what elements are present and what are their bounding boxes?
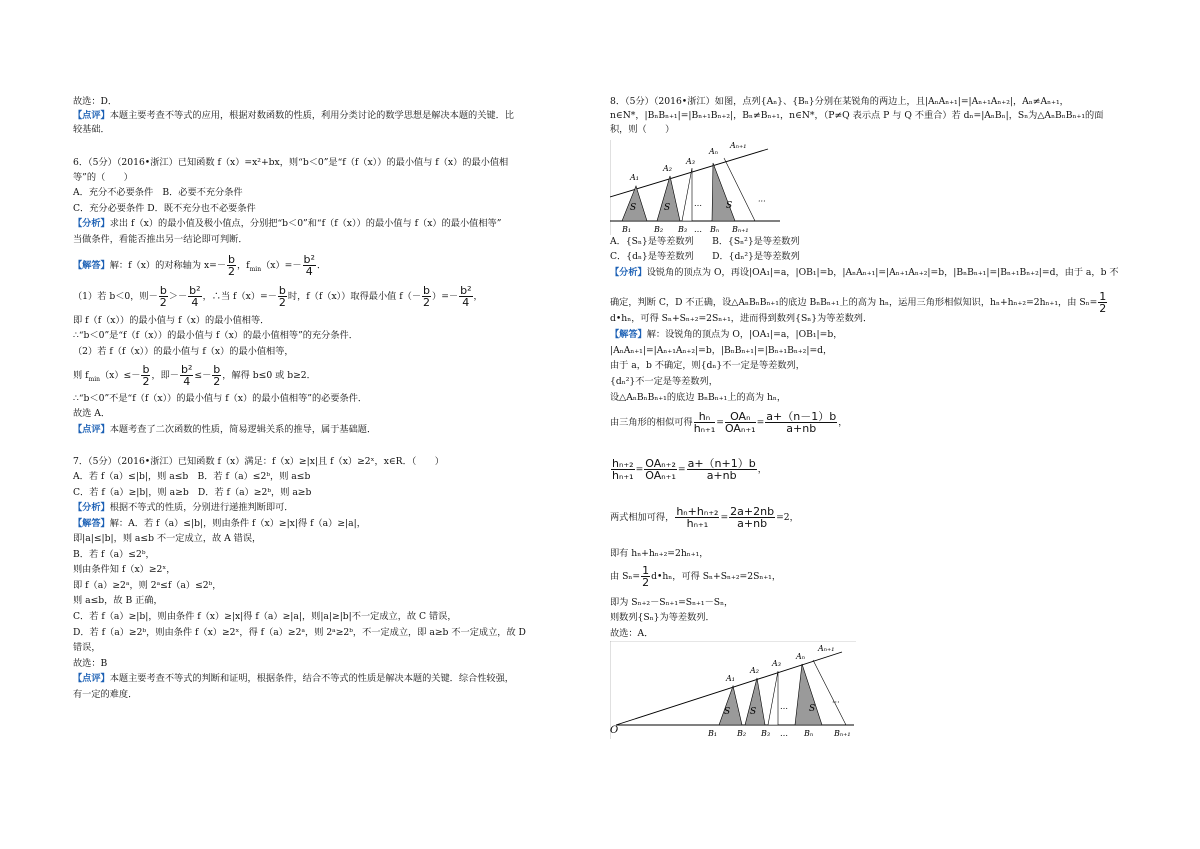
fig2-an1: Aₙ₊₁ bbox=[818, 644, 835, 653]
fig1-s1: S bbox=[630, 203, 637, 213]
fig2-a1: A₁ bbox=[726, 674, 735, 683]
fig1-a3: A₃ bbox=[686, 157, 695, 166]
fig1-sn: S bbox=[726, 201, 733, 211]
q8-choice: 故选：A． bbox=[610, 628, 654, 639]
q8-solution-figure bbox=[610, 641, 858, 739]
q7-solution-4: 则由条件知 f（x）≥2ˣ， bbox=[73, 564, 176, 575]
fig2-bn: Bₙ bbox=[804, 729, 814, 738]
q8-stem-cont: n∈N*，|BₙBₙ₊₁|=|Bₙ₊₁Bₙ₊₂|，Bₙ≠Bₙ₊₁，n∈N*，（P≠Q 表示点 P 与 Q 不重合）若 dₙ=|AₙBₙ|，Sₙ为△AₙBₙBₙ₊₁的面 bbox=[610, 110, 1104, 121]
fig2-s1: S bbox=[724, 707, 731, 717]
q7-solution-3: B．若 f（a）≤2ᵇ， bbox=[73, 549, 155, 560]
q7-solution-2: 即|a|≤|b|，则 a≤b 不一定成立，故 A 错误， bbox=[73, 533, 262, 544]
q8-stem-cont2: 积，则（ ） bbox=[610, 124, 675, 135]
q8-similarity-2: $\frac{\text{hₙ₊₂}}{\text{hₙ₊₁}}$ = OAₙ₊₂ OAₙ₊₁ = $\frac{a+(n+1)b}{a+nb}$ ， bbox=[612, 457, 767, 482]
q7-solution-6: 则 a≤b，故 B 正确， bbox=[73, 595, 163, 606]
q6-stem-cont: 等”的（ ） bbox=[73, 172, 133, 183]
q7-solution-1: 解：A．若 f（a）≤|b|，则由条件 f（x）≥|x|得 f（a）≥|a|， bbox=[109, 518, 366, 529]
q8-solution-1: 解：设锐角的顶点为 O，|OA₁|=a，|OB₁|=b， bbox=[646, 329, 843, 340]
q8-similarity-1: 由三角形的相似可得 $\frac{\text{hₙ}}{\text{hₙ₊₁}}$ = OAₙ OAₙ₊₁ = $\frac{a+(n-1)b}{a+nb}$ ， bbox=[610, 410, 848, 435]
q7-review-cont: 有一定的难度． bbox=[73, 689, 138, 700]
q8-analysis-3: d•hₙ，可得 Sₙ+Sₙ₊₂=2Sₙ₊₁，进而得到数列{Sₙ}为等差数列． bbox=[610, 313, 873, 324]
q6-solution-7: ∴“b＜0”不是“f（f（x））的最小值与 f（x）的最小值相等”的必要条件． bbox=[73, 393, 368, 404]
q8-solution-2: |AₙAₙ₊₁|=|Aₙ₊₁Aₙ₊₂|=b，|BₙBₙ₊₁|=|Bₙ₊₁Bₙ₊₂|=d， bbox=[610, 345, 833, 356]
q8-sum: 两式相加可得， $\frac{\text{hₙ+hₙ₊₂}}{\text{hₙ₊₁}}$ = $\frac{2a+2nb}{a+nb}$ =2， bbox=[610, 505, 799, 530]
fig2-an: Aₙ bbox=[796, 652, 806, 661]
fig2-dots2: ··· bbox=[832, 698, 840, 707]
q7-options-ab: A．若 f（a）≤|b|，则 a≤b B．若 f（a）≤2ᵇ，则 a≤b bbox=[73, 471, 311, 482]
fig2-sn: S bbox=[809, 704, 816, 714]
p5-review-cont: 较基础． bbox=[73, 124, 110, 135]
q8-solution-10: 由 Sₙ= $\frac{1}{2}$ d•hₙ，可得 Sₙ+Sₙ₊₂=2Sₙ₊₁， bbox=[610, 564, 782, 589]
q8-solution-3: 由于 a，b 不确定，则{dₙ}不一定是等差数列， bbox=[610, 360, 805, 371]
q6-stem: 6．（5分）（2016•浙江）已知函数 f（x）=x²+bx，则“b＜0”是“f（f（x））的最小值与 f（x）的最小值相 bbox=[73, 157, 509, 168]
fig2-b2: B₂ bbox=[737, 729, 747, 738]
analysis-tag: 【分析】 bbox=[73, 218, 110, 229]
fig2-a2: A₂ bbox=[750, 666, 759, 675]
q7-solution-7: C．若 f（a）≥|b|，则由条件 f（x）≥|x|得 f（a）≥|a|，则|a|≥|b|不一定成立，故 C 错误， bbox=[73, 611, 457, 622]
q7-solution-8: D．若 f（a）≥2ᵇ，则由条件 f（x）≥2ˣ，得 f（a）≥2ᵃ，则 2ᵃ≥2ᵇ，不一定成立，即 a≥b 不一定成立，故 D bbox=[73, 627, 526, 638]
q6-options-ab: A．充分不必要条件 B．必要不充分条件 bbox=[73, 187, 243, 198]
fig2-a3: A₃ bbox=[772, 659, 781, 668]
q7-analysis: 根据不等式的性质，分别进行递推判断即可． bbox=[109, 502, 294, 513]
fig2-o: O bbox=[610, 725, 619, 736]
fig1-dots2: ··· bbox=[758, 197, 766, 206]
fig1-an: Aₙ bbox=[709, 147, 719, 156]
q8-analysis: 设锐角的顶点为 O，再设|OA₁|=a，|OB₁|=b，|AₙAₙ₊₁|=|Aₙ₊₁Aₙ₊₂|=b，|BₙBₙ₊₁|=|Bₙ₊₁Bₙ₊₂|=d，由于 a，b 不 bbox=[646, 267, 1119, 278]
q6-choice: 故选 A． bbox=[73, 408, 111, 419]
fig2-dots: … bbox=[780, 702, 788, 711]
q8-analysis-2: 确定，判断 C，D 不正确，设△AₙBₙBₙ₊₁的底边 BₙBₙ₊₁上的高为 hₙ，运用三角形相似知识，hₙ+hₙ₊₂=2hₙ₊₁，由 Sₙ= $\frac{1}{2}$ bbox=[610, 290, 1107, 315]
q7-choice: 故选：B bbox=[73, 658, 108, 669]
fig1-dots3: … bbox=[694, 225, 702, 234]
fig2-b3: B₃ bbox=[761, 729, 771, 738]
q6-solution-5: （2）若 f（f（x））的最小值与 f（x）的最小值相等， bbox=[73, 346, 294, 357]
q8-options-ab: A．{Sₙ}是等差数列 B．{Sₙ²}是等差数列 bbox=[610, 236, 800, 247]
q6-solution-4: ∴“b＜0”是“f（f（x））的最小值与 f（x）的最小值相等”的充分条件． bbox=[73, 330, 358, 341]
p5-review: 本题主要考查不等式的应用，根据对数函数的性质，利用分类讨论的数学思想是解决本题的关键．比 bbox=[109, 110, 514, 121]
fig1-a2: A₂ bbox=[663, 164, 672, 173]
fig1-b1: B₁ bbox=[622, 225, 632, 234]
fig1-a1: A₁ bbox=[630, 173, 639, 182]
fig1-bn: Bₙ bbox=[710, 225, 720, 234]
q6-analysis-cont: 当做条件，看能否推出另一结论即可判断． bbox=[73, 234, 248, 245]
q8-solution-5: 设△AₙBₙBₙ₊₁的底边 BₙBₙ₊₁上的高为 hₙ， bbox=[610, 392, 787, 403]
q6-solution-2: （1）若 b＜0，则－ $\frac{b}{2}$ ＞－ $\frac{\text{b²}}{4}$ ，∴当 f（x）=－ $\frac{b}{2}$ 时，f（f（x））取得最小值 f（－ $\frac{b}{2}$ ）=－ $\frac{\text{b²}}{4}$ ， bbox=[73, 284, 483, 309]
fig1-dots: … bbox=[694, 199, 702, 208]
fig1-b3: B₃ bbox=[678, 225, 688, 234]
q7-options-cd: C．若 f（a）≥|b|，则 a≥b D．若 f（a）≥2ᵇ，则 a≥b bbox=[73, 487, 312, 498]
p5-choice: 故选：D． bbox=[73, 96, 118, 107]
q6-options-cd: C．充分必要条件 D．既不充分也不必要条件 bbox=[73, 203, 256, 214]
fig1-b2: B₂ bbox=[654, 225, 664, 234]
fig2-s2: S bbox=[750, 707, 757, 717]
q7-review: 本题主要考查不等式的判断和证明，根据条件，结合不等式的性质是解决本题的关键．综合性较强， bbox=[109, 673, 514, 684]
fig2-dots3: … bbox=[780, 729, 788, 738]
q7-stem: 7．（5分）（2016•浙江）已知函数 f（x）满足：f（x）≥|x|且 f（x）≥2ˣ，x∈R．（ ） bbox=[73, 456, 444, 467]
q6-solution-6: 则 $f_{min}(x)\le-$ $\frac{b}{2}$ ，即－ $\frac{\text{b²}}{4}$ ≤－ $\frac{b}{2}$ ，解得 b≤0 或 b≥2． bbox=[73, 363, 316, 388]
fig1-s2: S bbox=[664, 203, 671, 213]
q7-solution-9: 错误， bbox=[73, 642, 101, 653]
q8-solution-9: 即有 hₙ+hₙ₊₂=2hₙ₊₁， bbox=[610, 548, 709, 559]
fig2-bn1: Bₙ₊₁ bbox=[834, 729, 851, 738]
q8-solution-4: {dₙ²}不一定是等差数列， bbox=[610, 376, 718, 387]
q8-figure bbox=[610, 140, 782, 235]
q6-analysis: 求出 f（x）的最小值及极小值点，分别把“b＜0”和“f（f（x））的最小值与 f（x）的最小值相等” bbox=[109, 218, 502, 229]
q8-solution-11: 即为 Sₙ₊₂－Sₙ₊₁=Sₙ₊₁－Sₙ， bbox=[610, 597, 734, 608]
q7-solution-5: 即 f（a）≥2ᵃ，则 2ᵃ≤f（a）≤2ᵇ， bbox=[73, 580, 222, 591]
q6-solution-1: 【解答】解：f（x）的对称轴为 x=－ $\frac{b}{2}$ ，$f_{min}(x)=-$ $\frac{\text{b²}}{4}$ ． bbox=[73, 253, 327, 278]
review-tag: 【点评】 bbox=[73, 110, 110, 121]
q6-review: 本题考查了二次函数的性质，简易逻辑关系的推导，属于基础题． bbox=[109, 424, 377, 435]
fig1-an1: Aₙ₊₁ bbox=[730, 141, 747, 150]
q6-solution-3: 即 f（f（x））的最小值与 f（x）的最小值相等． bbox=[73, 315, 270, 326]
q8-stem: 8．（5分）（2016•浙江）如图，点列{Aₙ}、{Bₙ}分别在某锐角的两边上，且|AₙAₙ₊₁|=|Aₙ₊₁Aₙ₊₂|，Aₙ≠Aₙ₊₁， bbox=[610, 96, 1069, 107]
q8-options-cd: C．{dₙ}是等差数列 D．{dₙ²}是等差数列 bbox=[610, 251, 800, 262]
fig2-b1: B₁ bbox=[708, 729, 718, 738]
q8-solution-12: 则数列{Sₙ}为等差数列． bbox=[610, 612, 715, 623]
fig1-bn1: Bₙ₊₁ bbox=[732, 225, 749, 234]
